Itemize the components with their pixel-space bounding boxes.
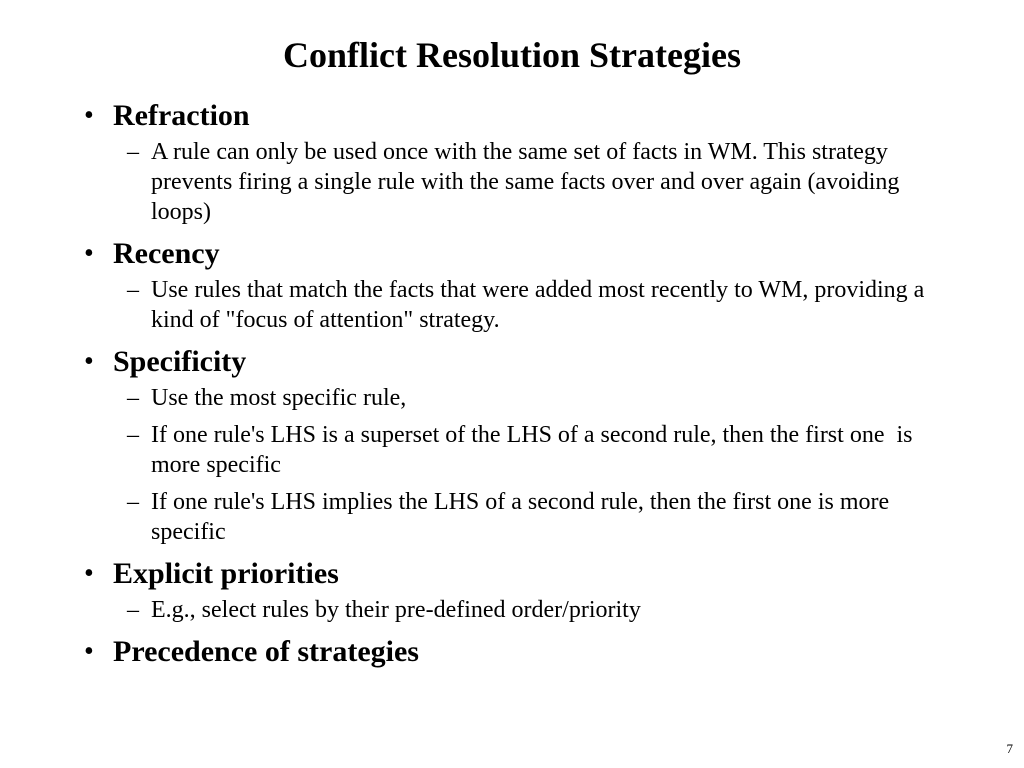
bullet-recency xyxy=(84,234,954,274)
sub-item-text: A rule can only be used once with the same set of facts in WM. This strategy prevents firing a single rule with the same facts over and over again (avoiding loops) xyxy=(151,139,900,225)
sub-item xyxy=(84,420,954,480)
bullet-label: Refraction xyxy=(113,99,250,132)
bullet-list xyxy=(84,96,954,672)
bullet-explicit-priorities xyxy=(84,554,954,594)
bullet-label: Recency xyxy=(113,237,220,270)
dash-marker: – xyxy=(127,597,139,623)
bullet-refraction xyxy=(84,96,954,136)
sub-list-recency xyxy=(84,275,954,335)
slide-title: Conflict Resolution Strategies xyxy=(283,35,741,75)
dash-marker: – xyxy=(127,277,139,303)
sub-list-specificity xyxy=(84,383,954,547)
bullet-marker: • xyxy=(84,238,94,269)
bullet-specificity xyxy=(84,342,954,382)
sub-list-refraction xyxy=(84,137,954,227)
page-number: 7 xyxy=(1006,741,1013,756)
dash-marker: – xyxy=(127,139,139,165)
sub-item-text: If one rule's LHS implies the LHS of a second rule, then the first one is more specific xyxy=(151,489,890,545)
dash-marker: – xyxy=(127,385,139,411)
sub-item xyxy=(84,487,954,547)
dash-marker: – xyxy=(127,489,139,515)
sub-item xyxy=(84,137,954,227)
sub-item xyxy=(84,383,954,413)
sub-item xyxy=(84,595,954,625)
bullet-precedence-of-strategies xyxy=(84,632,954,672)
bullet-label: Explicit priorities xyxy=(113,557,339,590)
sub-item-text: Use rules that match the facts that were added most recently to WM, providing a kind of "focus of attention" strategy. xyxy=(151,277,925,333)
sub-list-explicit-priorities xyxy=(84,595,954,625)
bullet-marker: • xyxy=(84,100,94,131)
dash-marker: – xyxy=(127,422,139,448)
bullet-label: Precedence of strategies xyxy=(113,635,419,668)
bullet-marker: • xyxy=(84,558,94,589)
bullet-label: Specificity xyxy=(113,345,247,378)
sub-item-text: E.g., select rules by their pre-defined order/priority xyxy=(151,597,641,623)
sub-item-text: Use the most specific rule, xyxy=(151,385,407,411)
bullet-marker: • xyxy=(84,346,94,377)
sub-item-text: If one rule's LHS is a superset of the LHS of a second rule, then the first one is more specific xyxy=(151,422,919,478)
bullet-marker: • xyxy=(84,636,94,667)
sub-item xyxy=(84,275,954,335)
